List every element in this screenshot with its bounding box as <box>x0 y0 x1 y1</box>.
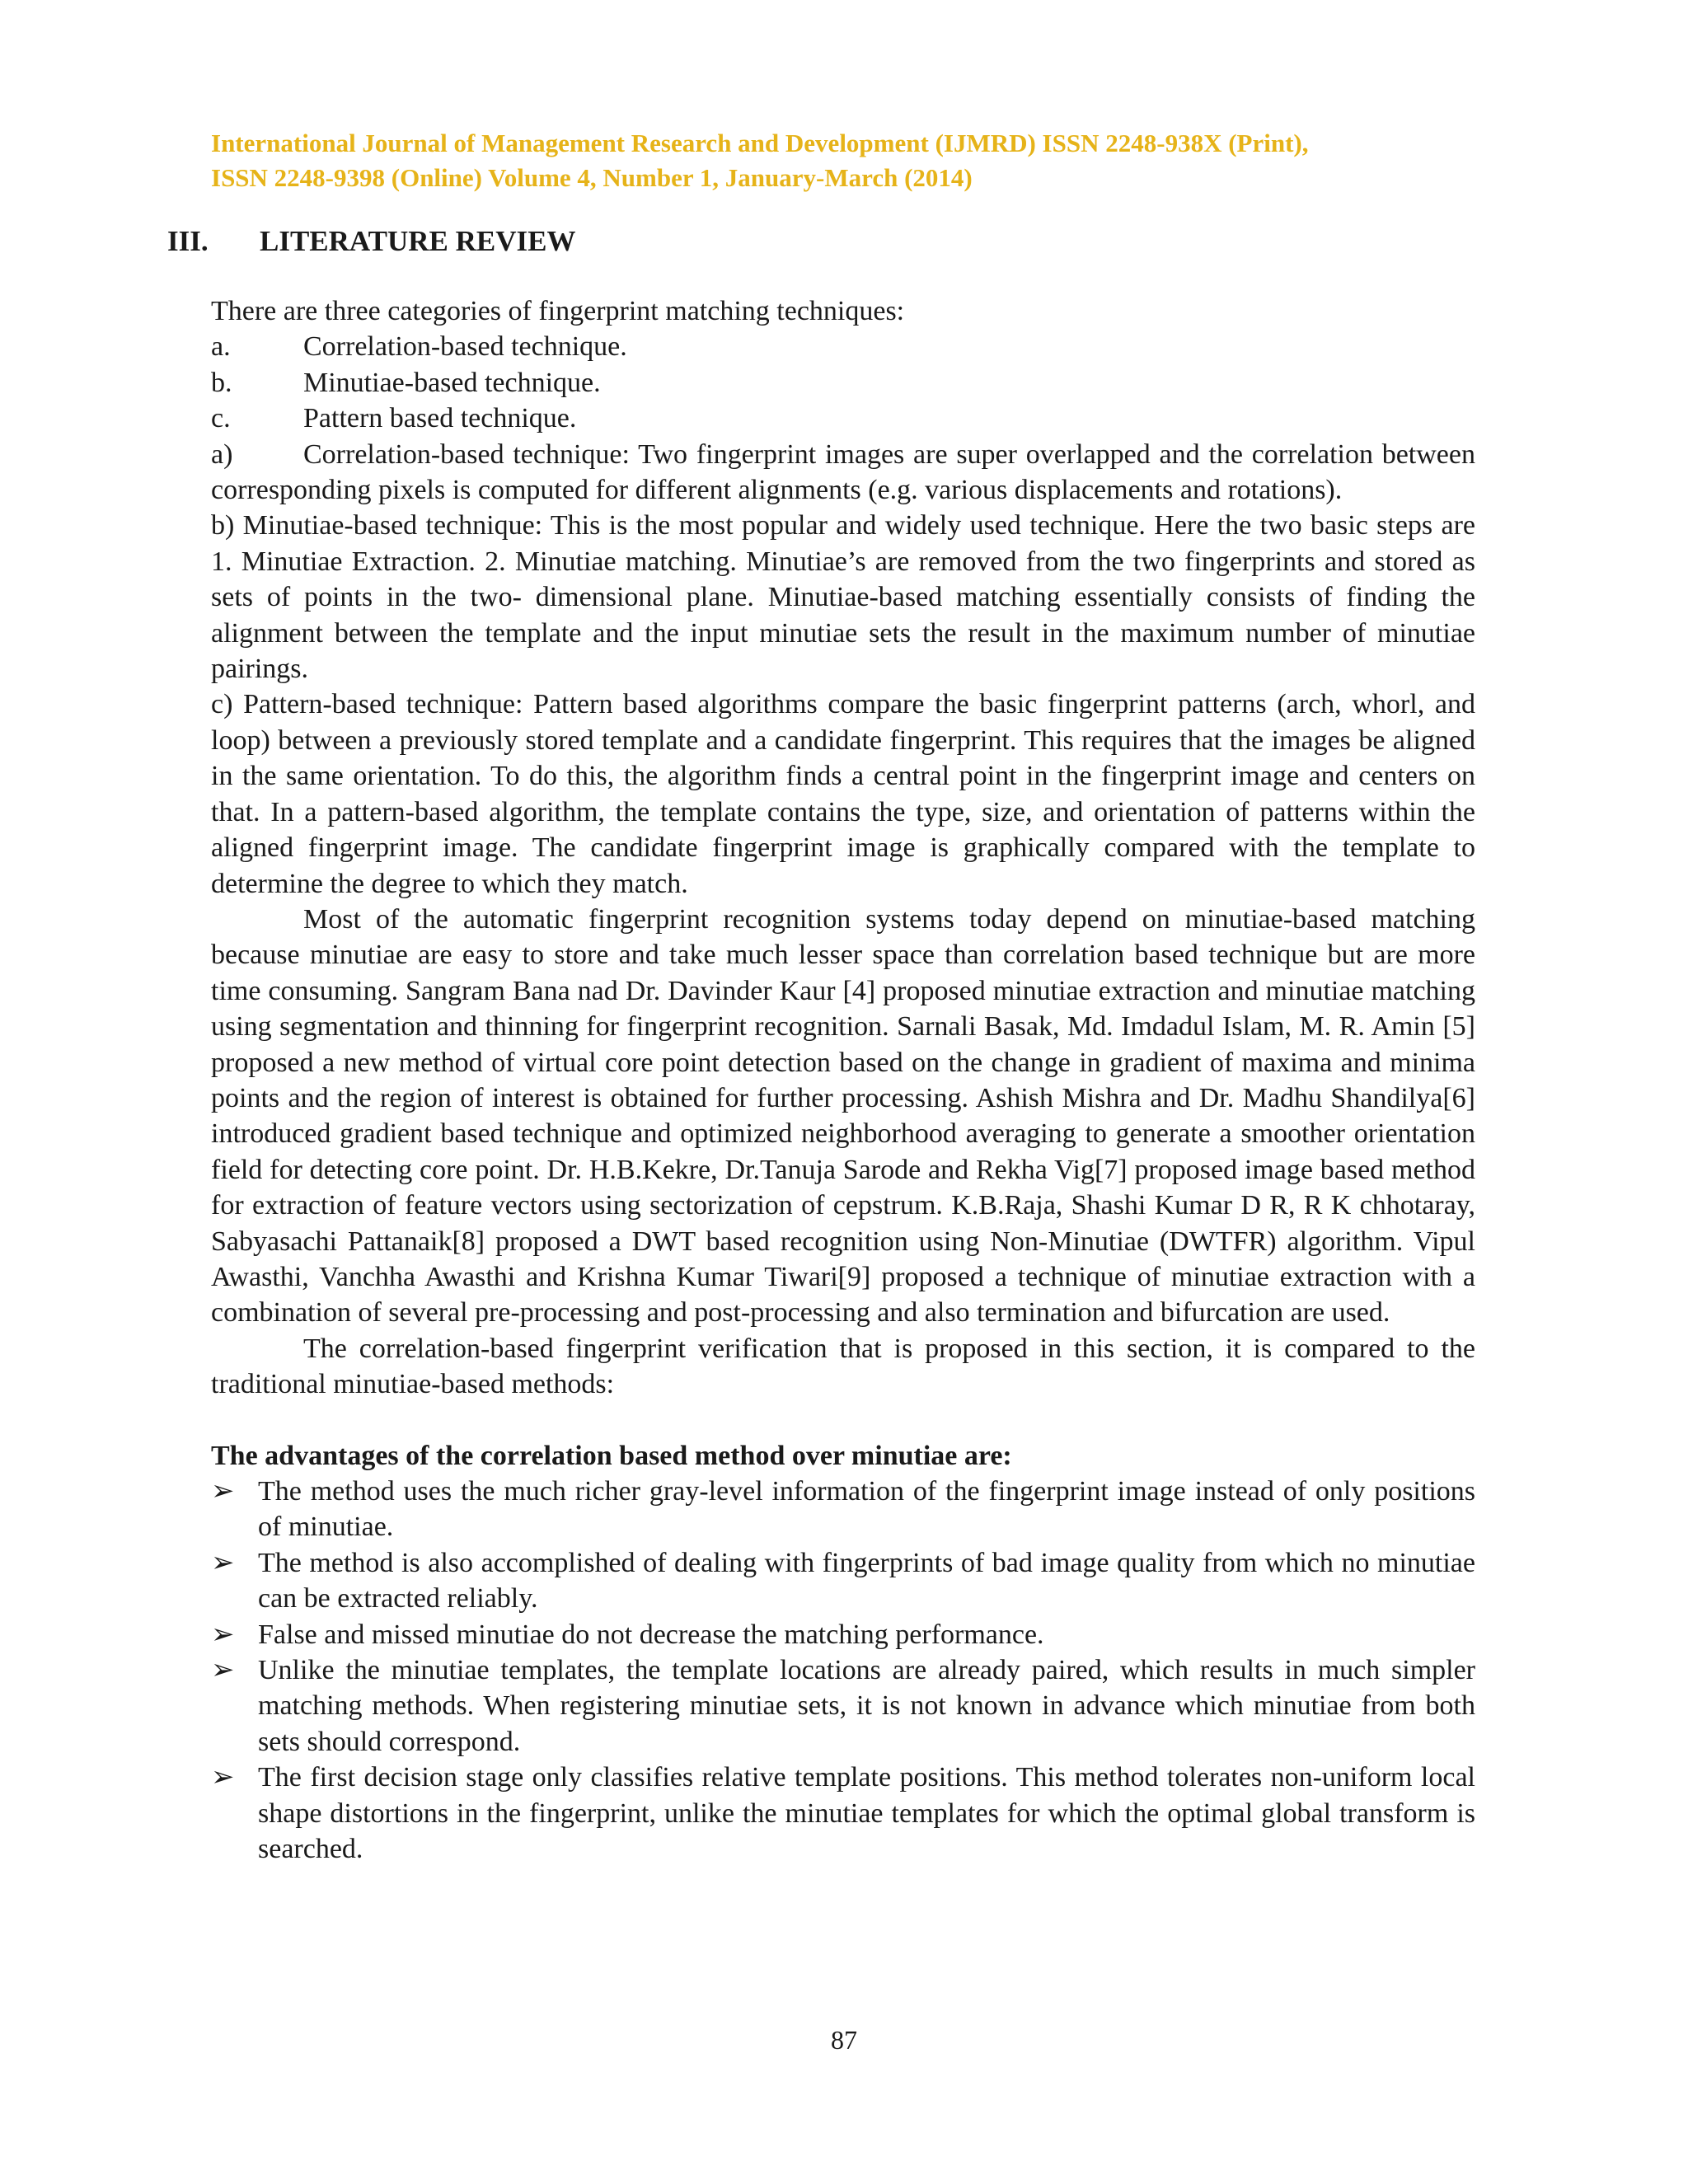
arrow-bullet-icon: ➢ <box>211 1476 235 1507</box>
category-item <box>211 329 1475 364</box>
list-item-text: False and missed minutiae do not decrease the matching performance. <box>258 1619 1044 1650</box>
category-text: Correlation-based technique. <box>303 331 627 363</box>
category-label: c. <box>211 403 231 434</box>
section-heading <box>167 223 575 260</box>
page-number: 87 <box>831 2025 857 2055</box>
comparison-paragraph: The correlation-based fingerprint verification that is proposed in this section, it is compared to the traditional minutiae-based methods: <box>211 1333 1475 1400</box>
minutiae-paragraph: b) Minutiae-based technique: This is the most popular and widely used technique. Here the two basic steps are 1. Minutiae Extraction. 2. Minutiae matching. Minutiae’s are removed from the two fingerprints and stored as sets of points in the two- dimensional plane. Minutiae-based matching essentially consists of finding the alignment between the template and the input minutiae sets the result in the maximum number of minutiae pairings. <box>211 510 1475 685</box>
list-item <box>211 1474 1475 1545</box>
section-body <box>211 293 1475 1867</box>
category-label: a. <box>211 331 231 363</box>
list-item-text: The first decision stage only classifies relative template positions. This method tolerates non-uniform local shape distortions in the fingerprint, unlike the minutiae templates for which the optimal global transform is searched. <box>258 1762 1475 1865</box>
journal-header <box>211 126 1530 195</box>
arrow-bullet-icon: ➢ <box>211 1547 235 1578</box>
pattern-paragraph: c) Pattern-based technique: Pattern based algorithms compare the basic fingerprint patterns (arch, whorl, and loop) between a previously stored template and a candidate fingerprint. This requires that the images be aligned in the same orientation. To do this, the algorithm finds a central point in the fingerprint image and centers on that. In a pattern-based algorithm, the template contains the type, size, and orientation of patterns within the aligned fingerprint image. The candidate fingerprint image is graphically compared with the template to determine the degree to which they match. <box>211 689 1475 899</box>
arrow-bullet-icon: ➢ <box>211 1619 235 1650</box>
intro-paragraph: There are three categories of fingerprint matching techniques: <box>211 296 905 326</box>
category-label: b. <box>211 367 232 398</box>
list-item <box>211 1617 1475 1652</box>
journal-header-line-1: International Journal of Management Research and Development (IJMRD) ISSN 2248-938X (Print), <box>211 129 1309 157</box>
list-item-text: Unlike the minutiae templates, the template locations are already paired, which results in much simpler matching methods. When registering minutiae sets, it is not known in advance which minutiae from both sets should correspond. <box>258 1655 1475 1757</box>
section-title: LITERATURE REVIEW <box>260 225 576 257</box>
survey-paragraph: Most of the automatic fingerprint recognition systems today depend on minutiae-based matching because minutiae are easy to store and take much lesser space than correlation based technique but are more time consuming. Sangram Bana nad Dr. Davinder Kaur [4] proposed minutiae extraction and minutiae matching using segmentation and thinning for fingerprint recognition. Sarnali Basak, Md. Imdadul Islam, M. R. Amin [5] proposed a new method of virtual core point detection based on the change in gradient of maxima and minima points and the region of interest is obtained for further processing. Ashish Mishra and Dr. Madhu Shandilya[6] introduced gradient based technique and optimized neighborhood averaging to generate a smoother orientation field for detecting core point. Dr. H.B.Kekre, Dr.Tanuja Sarode and Rekha Vig[7] proposed image based method for extraction of feature vectors using sectorization of cepstrum. K.B.Raja, Shashi Kumar D R, R K chhotaray, Sabyasachi Pattanaik[8] proposed a DWT based recognition using Non-Minutiae (DWTFR) algorithm. Vipul Awasthi, Vanchha Awasthi and Krishna Kumar Tiwari[9] proposed a technique of minutiae extraction with a combination of several pre-processing and post-processing and also termination and bifurcation are used. <box>211 903 1475 1329</box>
category-item <box>211 365 1475 401</box>
correlation-paragraph <box>211 437 1475 509</box>
category-text: Pattern based technique. <box>303 403 577 434</box>
advantages-heading: The advantages of the correlation based method over minutiae are: <box>211 1440 1012 1471</box>
list-item <box>211 1760 1475 1867</box>
list-item <box>211 1545 1475 1617</box>
journal-header-line-2: ISSN 2248-9398 (Online) Volume 4, Number 1, January-March (2014) <box>211 163 973 192</box>
paragraph-label: a) <box>211 438 233 470</box>
list-item <box>211 1652 1475 1760</box>
section-number: III. <box>167 225 209 257</box>
spacer <box>211 1403 1475 1438</box>
category-text: Minutiae-based technique. <box>303 367 601 398</box>
arrow-bullet-icon: ➢ <box>211 1762 235 1793</box>
advantages-list <box>211 1474 1475 1867</box>
category-item <box>211 401 1475 436</box>
paragraph-text: Correlation-based technique: Two fingerprint images are super overlapped and the correlation between corresponding pixels is computed for different alignments (e.g. various displacements and rotations). <box>211 438 1475 506</box>
list-item-text: The method uses the much richer gray-level information of the fingerprint image instead of only positions of minutiae. <box>258 1476 1475 1543</box>
arrow-bullet-icon: ➢ <box>211 1655 235 1686</box>
list-item-text: The method is also accomplished of dealing with fingerprints of bad image quality from which no minutiae can be extracted reliably. <box>258 1547 1475 1615</box>
